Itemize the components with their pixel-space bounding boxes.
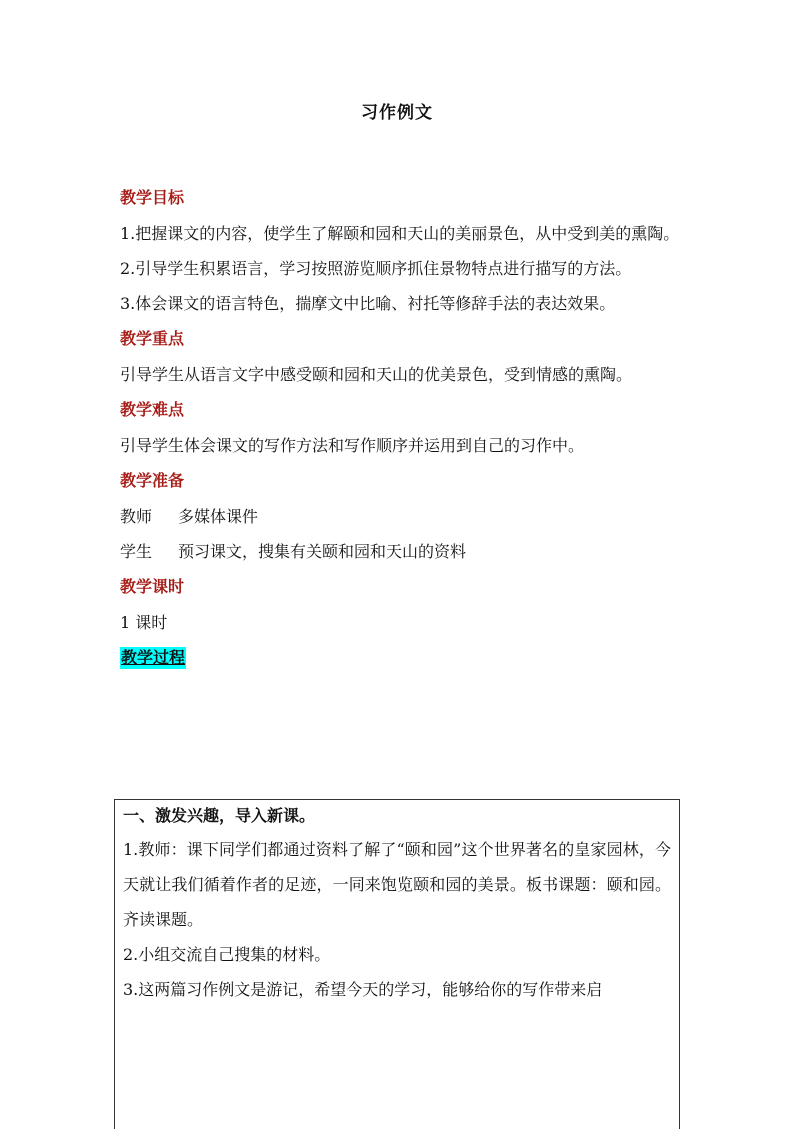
step1-title: 一、激发兴趣，导入新课。: [123, 806, 316, 825]
document-title: 习作例文: [361, 103, 433, 123]
preparation-heading: 教学准备: [120, 471, 185, 490]
difficult-point-heading: 教学难点: [120, 400, 185, 419]
preparation-student-label: 学生: [120, 542, 153, 561]
preparation-teacher-text: 多媒体课件: [178, 507, 259, 526]
step1-paragraph-1: 1.教师：课下同学们都通过资料了解了“颐和园”这个世界著名的皇家园林，今天就让我们循着作者的足迹，一同来饱览颐和园的美景。板书课题：颐和园。齐读课题。: [123, 840, 671, 929]
class-hours-text: 1 课时: [120, 613, 168, 632]
difficult-point-text: 引导学生体会课文的写作方法和写作顺序并运用到自己的习作中。: [120, 436, 585, 455]
process-heading-wrap: [120, 642, 680, 674]
teaching-process-box: [114, 799, 680, 1129]
class-hours-heading: 教学课时: [120, 577, 185, 596]
goal-item-1: 1.把握课文的内容，使学生了解颐和园和天山的美丽景色，从中受到美的熏陶。: [120, 224, 680, 243]
step1-paragraph-2: 2.小组交流自己搜集的材料。: [123, 945, 331, 964]
key-point-heading: 教学重点: [120, 329, 185, 348]
step1-paragraph-3: 3.这两篇习作例文是游记，希望今天的学习，能够给你的写作带来启: [123, 980, 603, 999]
preparation-teacher: [120, 499, 680, 534]
goal-heading: 教学目标: [120, 188, 185, 207]
preparation-student: [120, 534, 680, 569]
preparation-teacher-label: 教师: [120, 507, 153, 526]
key-point-text: 引导学生从语言文字中感受颐和园和天山的优美景色，受到情感的熏陶。: [120, 365, 633, 384]
goal-item-3: 3.体会课文的语言特色，揣摩文中比喻、衬托等修辞手法的表达效果。: [120, 294, 616, 313]
process-heading: 教学过程: [121, 648, 186, 667]
goal-item-2: 2.引导学生积累语言，学习按照游览顺序抓住景物特点进行描写的方法。: [120, 259, 632, 278]
preparation-student-text: 预习课文，搜集有关颐和园和天山的资料: [178, 542, 467, 561]
lesson-plan-content: [120, 180, 680, 674]
